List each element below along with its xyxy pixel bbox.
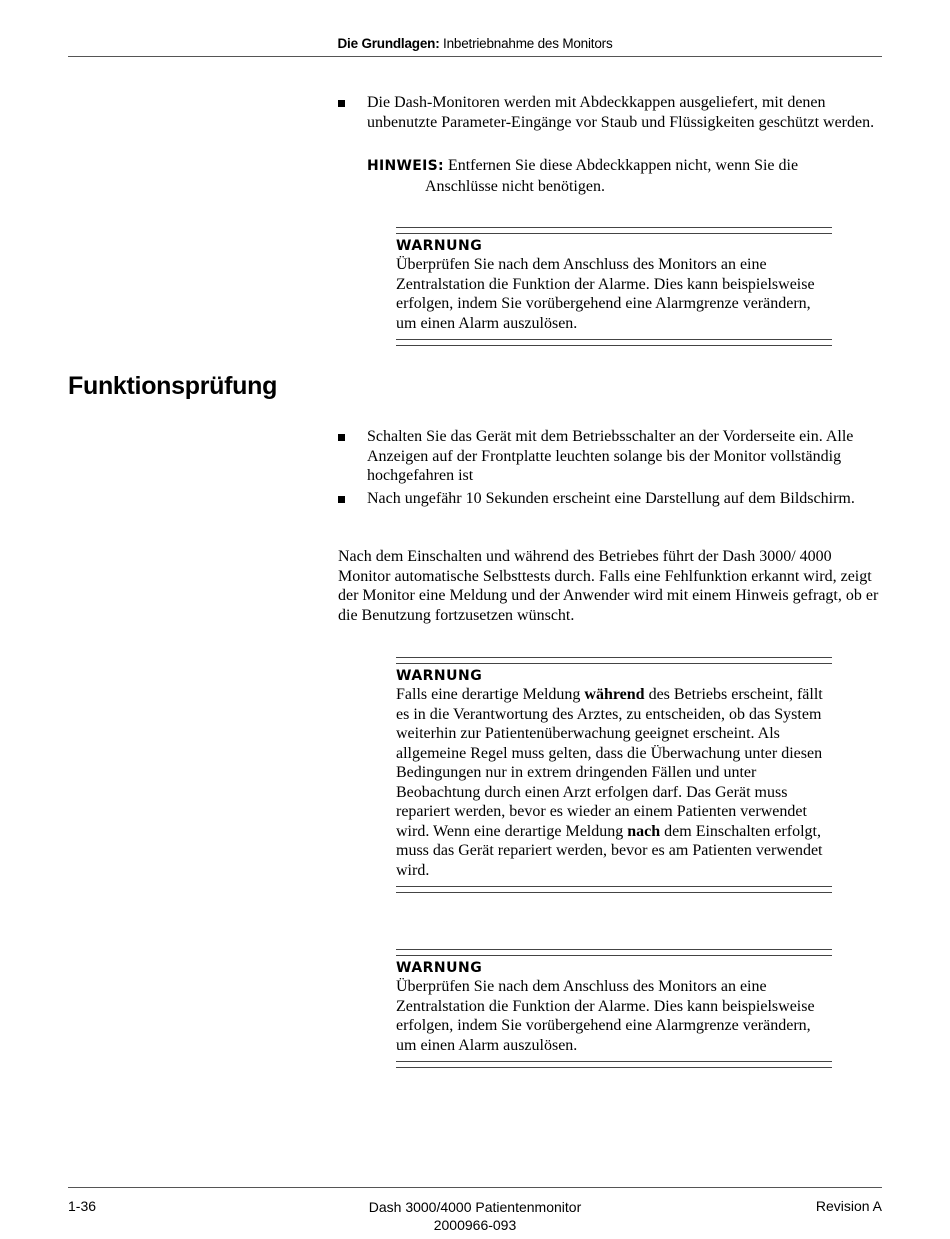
warning-title: WARNUNG [396, 668, 483, 684]
header-title [68, 36, 882, 51]
warning-bottom-rule [396, 1061, 832, 1068]
warning-box [396, 949, 832, 1068]
header-section-bold: Die Grundlagen: [337, 36, 440, 51]
note-line1: Entfernen Sie diese Abdeckkappen nicht, wenn Sie die [443, 157, 799, 174]
bullet-item [338, 489, 883, 509]
warning-emphasis: nach [627, 822, 661, 840]
footer-revision: Revision A [815, 1198, 882, 1214]
bullet-square-icon [338, 434, 345, 441]
page-header [68, 36, 882, 57]
body-paragraph: Nach dem Einschalten und während des Betriebes führt der Dash 3000/ 4000 Monitor automatische Selbsttests durch. Falls eine Fehlfunktion erkannt wird, zeigt der Monitor eine Meldung und der Anwender wird mit einem Hinweis gefragt, ob er die Benutzung fortzusetzen wünscht. [338, 548, 879, 624]
note-line2: Anschlüsse nicht benötigen. [425, 177, 605, 195]
warning-bottom-rule [396, 886, 832, 893]
note-label: HINWEIS: [367, 158, 444, 174]
bullet-square-icon [338, 100, 345, 107]
warning-emphasis: während [584, 686, 645, 703]
footer-title: Dash 3000/4000 Patientenmonitor [368, 1199, 582, 1215]
warning-box [396, 227, 832, 346]
warning-text-part: dem Einschalten erfolgt, muss das Gerät repariert werden, bevor es am Patienten verwendet wird. [396, 822, 823, 879]
footer-doc-number: 2000966-093 [433, 1217, 517, 1233]
section-title: Funktionsprüfung [68, 372, 278, 400]
warning-top-rule [396, 949, 832, 956]
header-section-rest: Inbetriebnahme des Monitors [439, 36, 613, 51]
warning-bottom-rule [396, 339, 832, 346]
bullet-text: Die Dash-Monitoren werden mit Abdeckkappen ausgeliefert, mit denen unbenutzte Parameter-Eingänge vor Staub und Flüssigkeiten geschützt werden. [367, 94, 875, 131]
warning-text: Überprüfen Sie nach dem Anschluss des Monitors an eine Zentralstation die Funktion der Alarme. Dies kann beispielsweise erfolgen, indem Sie vorübergehend eine Alarmgrenze verändern, um einen Alarm auszulösen. [396, 256, 815, 332]
bullet-text: Schalten Sie das Gerät mit dem Betriebsschalter an der Vorderseite ein. Alle Anzeigen auf der Frontplatte leuchten solange bis der Monitor vollständig hochgefahren ist [367, 428, 854, 484]
bullet-square-icon [338, 496, 345, 503]
warning-top-rule [396, 657, 832, 664]
warning-text-part: des Betriebs erscheint, fällt es in die Verantwortung des Arztes, zu entscheiden, ob das System weiterhin zur Patientenüberwachung geeignet erscheint. Als allgemeine Regel muss gelten, dass die Überwachung unter diesen Bedingungen nur in extrem dringenden Fällen und unter Beobachtung durch einen Arzt erfolgen darf. Das Gerät muss repariert werden, bevor es wieder an einem Patienten verwendet wird. Wenn eine derartige Meldung [396, 686, 823, 840]
footer-center [68, 1198, 882, 1234]
warning-title: WARNUNG [396, 960, 483, 976]
warning-text: Überprüfen Sie nach dem Anschluss des Monitors an eine Zentralstation die Funktion der Alarme. Dies kann beispielsweise erfolgen, indem Sie vorübergehend eine Alarmgrenze verändern, um einen Alarm auszulösen. [396, 978, 815, 1054]
page-number: 1-36 [68, 1198, 97, 1214]
note-block [367, 156, 877, 196]
bullet-item [338, 93, 883, 132]
warning-text-part: Falls eine derartige Meldung [396, 686, 585, 703]
warning-title: WARNUNG [396, 238, 483, 254]
warning-box [396, 657, 832, 893]
page-footer [68, 1187, 882, 1238]
warning-text [396, 685, 832, 880]
warning-top-rule [396, 227, 832, 234]
bullet-item [338, 427, 883, 486]
bullet-text: Nach ungefähr 10 Sekunden erscheint eine Darstellung auf dem Bildschirm. [367, 490, 855, 507]
